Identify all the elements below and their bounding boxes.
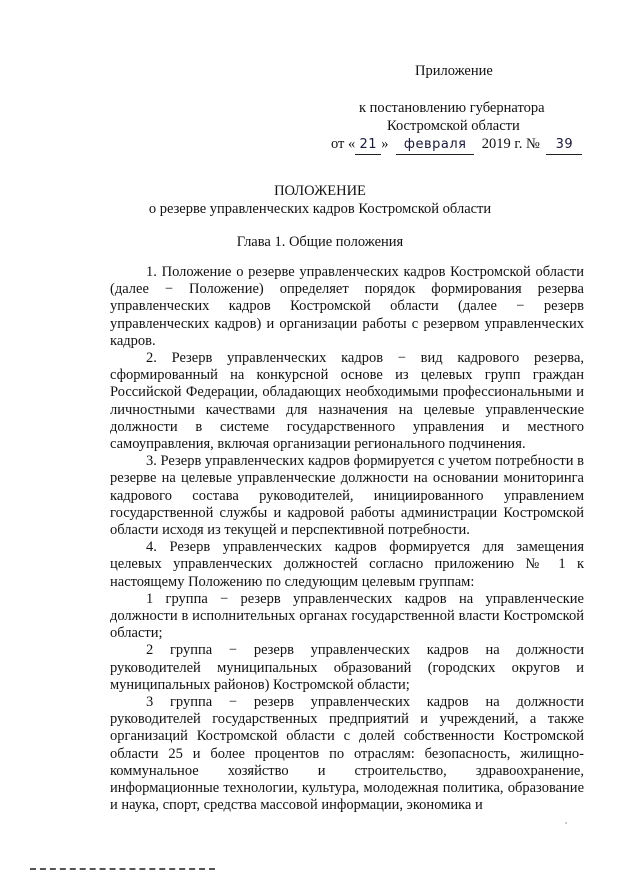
resolution-reference: к постановлению губернатора [359,100,545,116]
date-mid: » [381,136,389,152]
document-title: ПОЛОЖЕНИЕ [274,183,366,199]
chapter-heading: Глава 1. Общие положения [236,234,404,250]
paragraph-3: 3. Резерв управленческих кадров формируется с учетом потребности в резерве на целевые управленческие должности на основании мониторинга кадрового состава руководителей, инициированного управлением государственной службы и кадровой работы администрации Костромской области исходя из текущей и перспективной потребности. [110,453,584,539]
group-2-item: 2 группа − резерв управленческих кадров на должности руководителей муниципальных образований (городских округов и муниципальных районов) Костромской области; [110,642,584,693]
resolution-number: 39 [546,136,582,155]
scan-artifact-line [30,868,215,870]
date-month: февраля [396,136,474,155]
scan-artifact-dot [565,822,567,824]
paragraph-1: 1. Положение о резерве управленческих кадров Костромской области (далее − Положение) определяет порядок формирования резерва управленческих кадров Костромской области (далее − резерв управленческих кадров) и организации работы с резервом управленческих кадров. [110,264,584,349]
resolution-date-line [331,135,582,155]
group-3-item: 3 группа − резерв управленческих кадров на должности руководителей государственных предприятий и учреждений, а также организаций Костромской области с долей собственности Костромской области 25 и более процентов по отраслям: безопасность, жилищно-коммунальное хозяйство и строительство, здравоохранение, информационные технологии, культура, молодежная политика, образование и наука, спорт, средства массовой информации, экономика и [110,694,584,814]
region-name: Костромской области [387,118,520,134]
date-prefix: от « [331,136,356,152]
date-day: 21 [355,136,381,155]
paragraph-4: 4. Резерв управленческих кадров формируется для замещения целевых управленческих должностей согласно приложению № 1 к настоящему Положению по следующим целевым группам: [110,539,584,590]
group-1-item: 1 группа − резерв управленческих кадров на управленческие должности в исполнительных органах государственной власти Костромской области; [110,590,584,642]
appendix-label: Приложение [415,63,493,79]
document-body [110,264,584,815]
date-year: 2019 г. № [481,136,540,152]
document-subtitle: о резерве управленческих кадров Костромской области [148,201,492,217]
paragraph-2: 2. Резерв управленческих кадров − вид кадрового резерва, сформированный на конкурсной основе из целевых групп граждан Российской Федерации, обладающих необходимыми профессиональными и личностными качествами для назначения на целевые управленческие должности в системе государственного управления и местного самоуправления, включая организации регионального подчинения. [110,350,584,453]
